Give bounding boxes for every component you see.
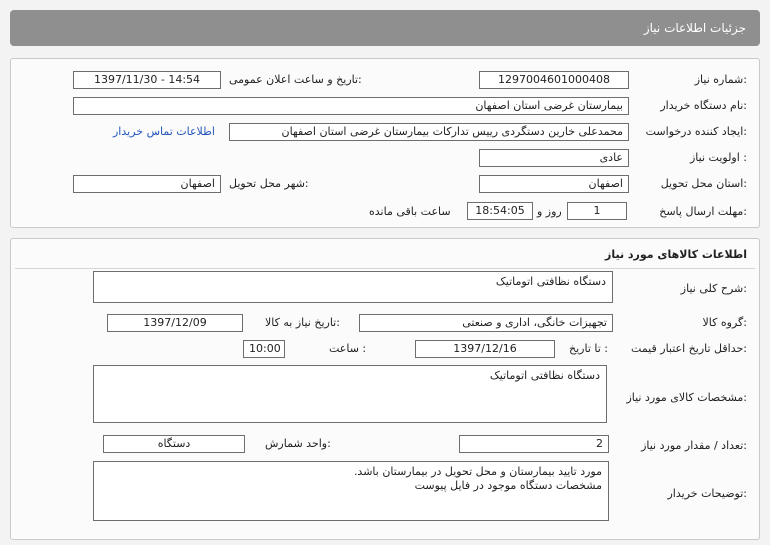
delivery-province-label: استان محل تحویل:	[660, 177, 747, 190]
quantity-label: تعداد / مقدار مورد نیاز:	[641, 439, 747, 452]
specs-field[interactable]: دستگاه نظافتی اتوماتیک	[93, 365, 607, 423]
delivery-city-label: شهر محل تحویل:	[229, 177, 309, 190]
goods-info-panel	[10, 238, 760, 540]
need-info-panel	[10, 58, 760, 228]
priority-label: اولویت نیاز :	[689, 151, 747, 164]
buyer-notes-line-2: مشخصات دستگاه موجود در فایل پیوست	[414, 479, 602, 492]
need-number-field[interactable]: 1297004601000408	[479, 71, 629, 89]
buyer-notes-label: توضیحات خریدار:	[667, 487, 747, 500]
hour-label: ساعت :	[329, 342, 367, 355]
remaining-label: ساعت باقی مانده	[369, 205, 451, 218]
need-date-label: تاریخ نیاز به کالا:	[265, 316, 340, 329]
unit-field[interactable]: دستگاه	[103, 435, 245, 453]
price-validity-label: حداقل تاریخ اعتبار قیمت:	[631, 342, 747, 355]
section-divider	[15, 268, 755, 269]
delivery-province-field[interactable]: اصفهان	[479, 175, 629, 193]
announce-datetime-label: تاریخ و ساعت اعلان عمومی:	[229, 73, 362, 86]
buyer-contact-link[interactable]: اطلاعات تماس خریدار	[113, 125, 215, 138]
validity-date-field[interactable]: 1397/12/16	[415, 340, 555, 358]
goods-section-title: اطلاعات کالاهای مورد نیاز	[605, 248, 747, 261]
specs-label: مشخصات کالای مورد نیاز:	[626, 391, 747, 404]
buyer-field[interactable]: بیمارستان غرضی استان اصفهان	[73, 97, 629, 115]
need-date-field[interactable]: 1397/12/09	[107, 314, 243, 332]
goods-group-field[interactable]: تجهیزات خانگی، اداری و صنعتی	[359, 314, 613, 332]
summary-label: شرح کلی نیاز:	[680, 282, 747, 295]
page-title: جزئیات اطلاعات نیاز	[643, 21, 746, 35]
creator-label: ایجاد کننده درخواست:	[645, 125, 747, 138]
quantity-field[interactable]: 2	[459, 435, 609, 453]
deadline-label: مهلت ارسال پاسخ:	[659, 205, 747, 218]
days-label: روز و	[537, 205, 562, 218]
goods-group-label: گروه کالا:	[702, 316, 747, 329]
buyer-notes-line-1: مورد تایید بیمارستان و محل تحویل در بیمارستان باشد.	[353, 465, 602, 478]
buyer-label: نام دستگاه خریدار:	[660, 99, 747, 112]
announce-datetime-field[interactable]: 1397/11/30 - 14:54	[73, 71, 221, 89]
deadline-time-field[interactable]: 18:54:05	[467, 202, 533, 220]
priority-field[interactable]: عادی	[479, 149, 629, 167]
summary-field[interactable]: دستگاه نظافتی اتوماتیک	[93, 271, 613, 303]
deadline-days-field[interactable]: 1	[567, 202, 627, 220]
unit-label: واحد شمارش:	[265, 437, 331, 450]
page-header	[10, 10, 760, 46]
until-date-label: تا تاریخ :	[569, 342, 608, 355]
need-number-label: شماره نیاز:	[694, 73, 747, 86]
creator-field[interactable]: محمدعلی خارین دستگردی رییس تدارکات بیمارستان غرضی استان اصفهان	[229, 123, 629, 141]
validity-hour-field[interactable]: 10:00	[243, 340, 285, 358]
buyer-notes-field[interactable]	[93, 461, 609, 521]
delivery-city-field[interactable]: اصفهان	[73, 175, 221, 193]
